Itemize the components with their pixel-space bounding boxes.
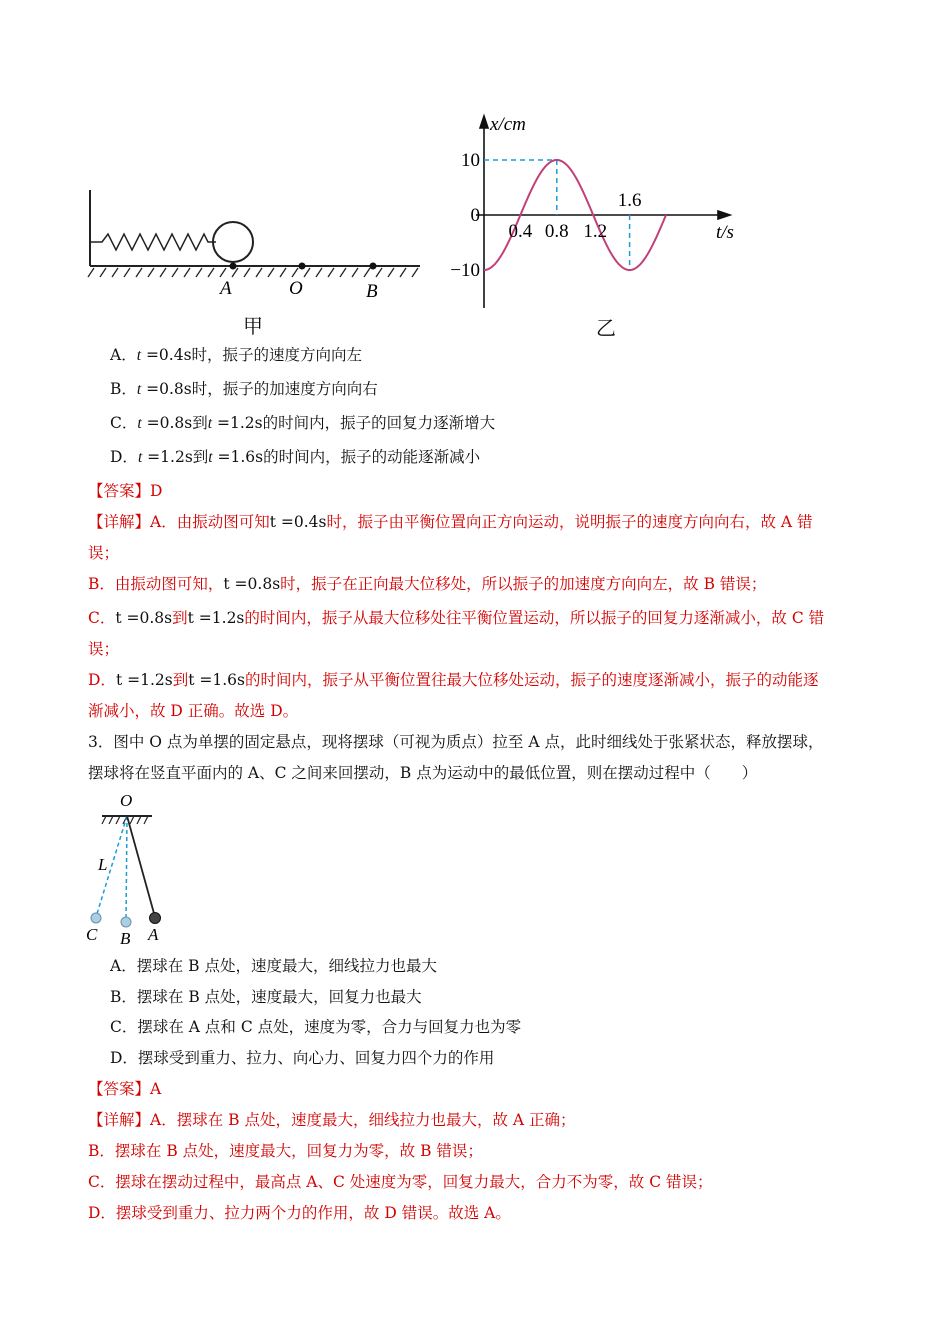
q2-detail-d: D．t =1.2s到t =1.6s的时间内，振子从平衡位置往最大位移处运动，振子的速度逐渐减小，振子的动能逐 bbox=[88, 671, 819, 689]
q3-detail-d: D．摆球受到重力、拉力两个力的作用，故 D 错误。故选 A。 bbox=[88, 1204, 511, 1222]
q3-detail-a: 【详解】A．摆球在 B 点处，速度最大，细线拉力也最大，故 A 正确； bbox=[88, 1111, 576, 1129]
q2-detail-line-2: 误； bbox=[88, 544, 120, 562]
point-O-label: O bbox=[289, 278, 303, 299]
q2-detail-b: B．由振动图可知，t =0.8s时，振子在正向最大位移处，所以振子的加速度方向向左，故 B 错误； bbox=[88, 575, 767, 593]
q2-detail-c: C．t =0.8s到t =1.2s的时间内，振子从最大位移处往平衡位置运动，所以振子的回复力逐渐减小，故 C 错 bbox=[88, 609, 825, 627]
q2-option-d: D．t =1.2s到t =1.6s的时间内，振子的动能逐渐减小 bbox=[110, 448, 481, 466]
pendulum-A-label: A bbox=[148, 925, 159, 944]
pendulum-B-label: B bbox=[120, 929, 131, 948]
q3-answer: 【答案】A bbox=[88, 1080, 162, 1098]
point-A-label: A bbox=[220, 278, 232, 299]
q3-option-b: B．摆球在 B 点处，速度最大，回复力也最大 bbox=[110, 988, 422, 1006]
x-axis-label: t/s bbox=[716, 222, 734, 243]
q3-detail-b: B．摆球在 B 点处，速度最大，回复力为零，故 B 错误； bbox=[88, 1142, 483, 1160]
q2-detail-c-cont: 误； bbox=[88, 640, 120, 658]
q2-option-b: B．t =0.8s时，振子的加速度方向向右 bbox=[110, 380, 378, 398]
q3-stem-line-2: 摆球将在竖直平面内的 A、C 之间来回摆动，B 点为运动中的最低位置，则在摆动过程中（ ） bbox=[88, 764, 758, 782]
y-tick-label: 10 bbox=[461, 150, 480, 171]
q3-stem-line-1: 3．图中 O 点为单摆的固定悬点，现将摆球（可视为质点）拉至 A 点，此时细线处于张紧状态，释放摆球， bbox=[88, 733, 824, 751]
q3-option-a: A．摆球在 B 点处，速度最大，细线拉力也最大 bbox=[110, 957, 437, 975]
pendulum-O-label: O bbox=[120, 791, 133, 810]
pendulum-C-label: C bbox=[86, 925, 98, 944]
pendulum-L-label: L bbox=[98, 855, 108, 874]
q3-detail-c: C．摆球在摆动过程中，最高点 A、C 处速度为零，回复力最大，合力不为零，故 C 错误； bbox=[88, 1173, 713, 1191]
y-axis-label: x/cm bbox=[490, 114, 526, 135]
q3-option-c: C．摆球在 A 点和 C 点处，速度为零，合力与回复力也为零 bbox=[110, 1018, 522, 1036]
x-tick-label: 0.4 bbox=[508, 221, 533, 242]
q3-option-d: D．摆球受到重力、拉力、向心力、回复力四个力的作用 bbox=[110, 1049, 495, 1067]
ground-hatch bbox=[88, 268, 418, 277]
x-tick-label: 0.8 bbox=[544, 221, 569, 242]
q2-option-a: A．t =0.4s时，振子的速度方向向左 bbox=[110, 346, 363, 364]
q2-answer: 【答案】D bbox=[88, 482, 163, 500]
figure-jia-caption: 甲 bbox=[243, 314, 263, 338]
q2-detail-d-cont: 渐减小，故 D 正确。故选 D。 bbox=[88, 702, 299, 720]
figure-yi-caption: 乙 bbox=[596, 316, 616, 340]
point-B-label: B bbox=[366, 281, 378, 300]
q2-detail-line-1: 【详解】A．由振动图可知t =0.4s时，振子由平衡位置向正方向运动，说明振子的速度方向向右，故 A 错 bbox=[88, 513, 813, 531]
x-tick-label: 1.2 bbox=[583, 221, 608, 242]
x-tick-label: 1.6 bbox=[617, 190, 642, 211]
y-tick-label: −10 bbox=[450, 260, 480, 281]
y-tick-label: 0 bbox=[470, 205, 480, 226]
vibration-graph bbox=[440, 108, 750, 318]
spring-oscillator-figure bbox=[80, 180, 430, 300]
q2-option-c: C．t =0.8s到t =1.2s的时间内，振子的回复力逐渐增大 bbox=[110, 414, 496, 432]
pendulum-figure bbox=[80, 790, 180, 950]
